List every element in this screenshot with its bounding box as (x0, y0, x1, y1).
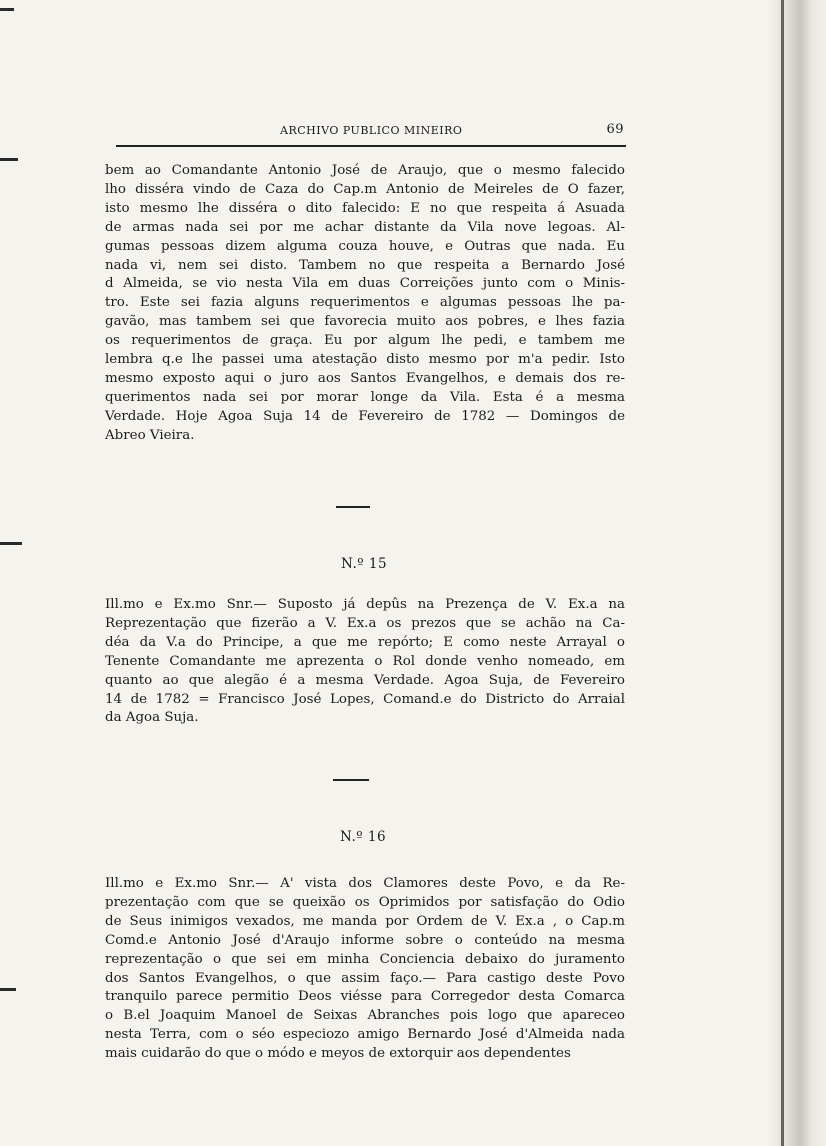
text-line: da Agoa Suja. (105, 710, 199, 726)
text-line: Verdade. Hoje Agoa Suja 14 de Fevereiro de 1782 — Domingos de (105, 408, 625, 424)
text-line: Tenente Comandante me aprezenta o Rol donde venho nomeado, em (105, 653, 625, 669)
text-line: tranquilo parece permitio Deos viésse para Corregedor desta Comarca (105, 989, 625, 1005)
running-header (116, 122, 624, 142)
section-separator (333, 779, 369, 781)
running-title: ARCHIVO PUBLICO MINEIRO (280, 124, 463, 137)
text-line: Ill.mo e Ex.mo Snr.— A' vista dos Clamores deste Povo, e da Re- (105, 876, 625, 891)
text-line: o B.el Joaquim Manoel de Seixas Abranches pois logo que apareceo (105, 1008, 625, 1024)
page-edge-line (781, 0, 784, 1146)
text-line: Comd.e Antonio José d'Araujo informe sobre o conteúdo na mesma (105, 932, 625, 948)
text-block-doc16 (105, 875, 625, 1064)
text-line: isto mesmo lhe disséra o dito falecido: E no que respeita á Asuada (105, 200, 625, 216)
text-line: gumas pessoas dizem alguma couza houve, e Outras que nada. Eu (105, 238, 625, 254)
page-number: 69 (606, 122, 624, 137)
margin-mark (0, 988, 16, 991)
text-line: bem ao Comandante Antonio José de Araujo, que o mesmo falecido (105, 163, 625, 178)
text-line: querimentos nada sei por morar longe da Vila. Esta é a mesma (105, 389, 625, 405)
text-line: Abreo Vieira. (105, 427, 195, 443)
text-line: nesta Terra, com o séo especiozo amigo Bernardo José d'Almeida nada (105, 1027, 625, 1043)
text-line: Reprezentação que fizerão a V. Ex.a os prezos que se achão na Ca- (105, 615, 625, 631)
text-line: os requerimentos de graça. Eu por algum lhe pedi, e tambem me (105, 333, 625, 349)
text-line: prezentação com que se queixão os Oprimidos por satisfação do Odio (105, 894, 625, 910)
document-number: N.º 16 (340, 829, 387, 845)
text-line: quanto ao que alegão é a mesma Verdade. Agoa Suja, de Fevereiro (105, 672, 625, 688)
text-line: mais cuidarão do que o módo e meyos de extorquir aos dependentes (105, 1046, 571, 1062)
paragraph (105, 596, 625, 728)
margin-mark (0, 8, 14, 11)
header-rule (116, 145, 626, 147)
paragraph (105, 875, 625, 1064)
text-block-doc15 (105, 596, 625, 728)
text-line: dos Santos Evangelhos, o que assim faço.— Para castigo deste Povo (105, 970, 625, 986)
text-line: mesmo exposto aqui o juro aos Santos Evangelhos, e demais dos re- (105, 370, 625, 386)
text-line: lembra q.e lhe passei uma atestação disto mesmo por m'a pedir. Isto (105, 352, 625, 368)
text-line: Ill.mo e Ex.mo Snr.— Suposto já depûs na Prezença de V. Ex.a na (105, 597, 625, 612)
text-line: de Seus inimigos vexados, me manda por Ordem de V. Ex.a , o Cap.m (105, 913, 625, 929)
paragraph (105, 162, 625, 446)
text-line: tro. Este sei fazia alguns requerimentos e algumas pessoas lhe pa- (105, 295, 625, 311)
text-line: 14 de 1782 = Francisco José Lopes, Comand.e do Districto do Arraial (105, 691, 625, 707)
document-number: N.º 15 (341, 556, 388, 572)
text-line: gavão, mas tambem sei que favorecia muito aos pobres, e lhes fazia (105, 314, 625, 330)
margin-mark (0, 542, 22, 545)
text-line: déa da V.a do Principe, a que me repórto; E como neste Arrayal o (105, 634, 625, 650)
margin-mark (0, 158, 18, 161)
section-separator (336, 506, 370, 508)
text-line: reprezentação o que sei em minha Conciencia debaixo do juramento (105, 951, 625, 967)
page-edge-shadow (768, 0, 826, 1146)
text-line: lho disséra vindo de Caza do Cap.m Antonio de Meireles de O fazer, (105, 181, 625, 197)
text-line: d Almeida, se vio nesta Vila em duas Correições junto com o Minis- (105, 276, 625, 292)
text-line: nada vi, nem sei disto. Tambem no que respeita a Bernardo José (105, 257, 625, 273)
text-line: de armas nada sei por me achar distante da Vila nove legoas. Al- (105, 219, 625, 235)
text-block-continuation (105, 162, 625, 446)
